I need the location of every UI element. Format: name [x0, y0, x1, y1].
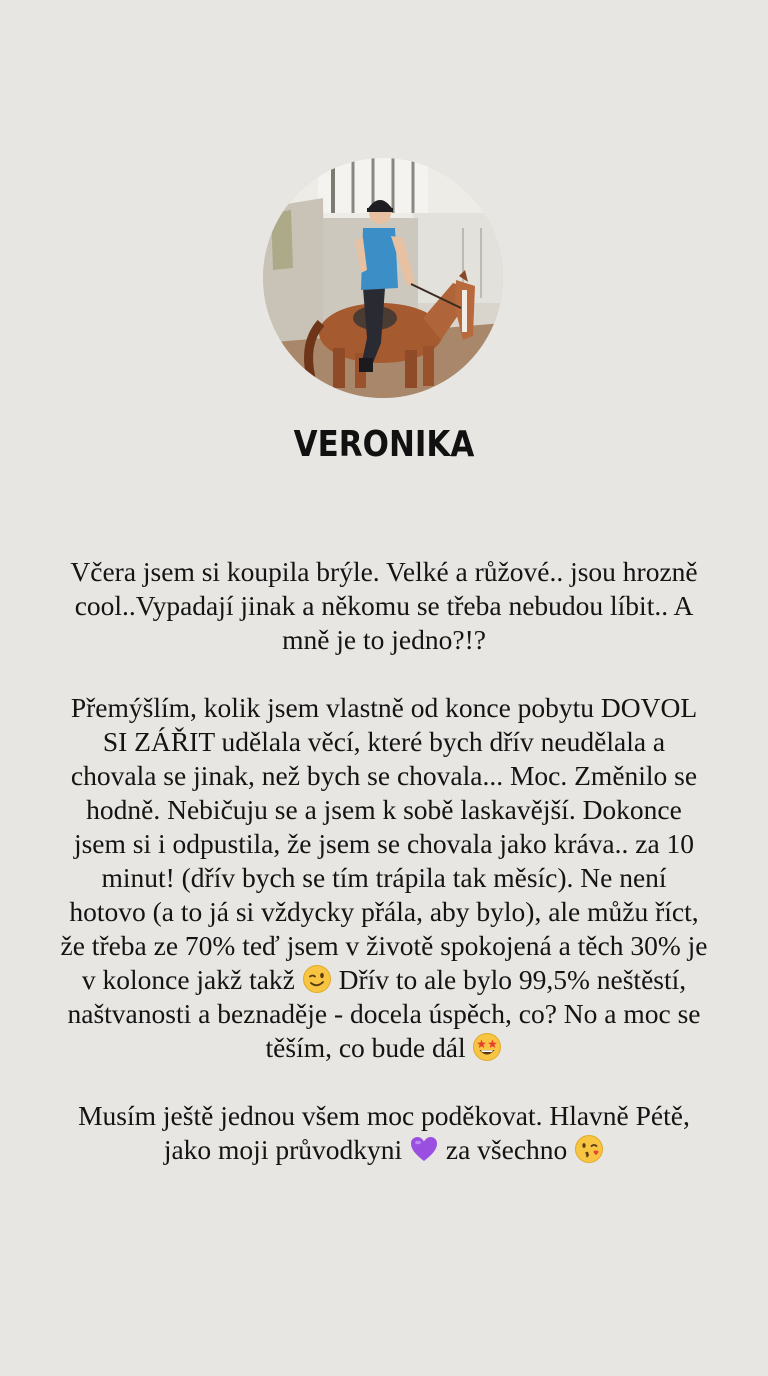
story-paragraph-1: Včera jsem si koupila brýle. Velké a růžové.. jsou hrozně cool..Vypadají jinak a někomu se třeba nebudou líbit.. A mně je to jedno?!? [70, 556, 698, 655]
star-struck-emoji-icon [472, 1032, 502, 1062]
profile-name: VERONIKA [293, 424, 475, 465]
profile-avatar[interactable] [263, 158, 503, 398]
purple-heart-emoji-icon [409, 1134, 439, 1164]
horse-rider-photo-icon [263, 158, 503, 398]
story-paragraph [60, 555, 708, 657]
story-paragraph-3-part-2: za všechno [445, 1134, 568, 1165]
story-paragraph [60, 1099, 708, 1167]
story-paragraph-3-part-1: Musím ještě jednou všem moc poděkovat. Hlavně Pétě, jako moji průvodkyni [78, 1100, 690, 1165]
story-paragraph-2-part-2: Dřív to ale bylo 99,5% neštěstí, naštvanosti a beznaděje - docela úspěch, co? No a moc se těším, co bude dál [67, 964, 701, 1063]
story-text [60, 555, 708, 1201]
story-paragraph-2-part-1: Přemýšlím, kolik jsem vlastně od konce pobytu DOVOL SI ZÁŘIT udělala věcí, které bych dřív neudělala a chovala se jinak, než bych se chovala... Moc. Změnilo se hodně. Nebičuju se a jsem k sobě laskavější. Dokonce jsem si i odpustila, že jsem se chovala jako kráva.. za 10 minut! (dřív bych se tím trápila tak měsíc). Ne není hotovo (a to já si vždycky přála, aby bylo), ale můžu říct, že třeba ze 70% teď jsem v životě spokojená a těch 30% je v kolonce jakž takž [60, 692, 708, 995]
winking-face-emoji-icon [302, 964, 332, 994]
face-blowing-kiss-emoji-icon [574, 1134, 604, 1164]
story-paragraph [60, 691, 708, 1065]
